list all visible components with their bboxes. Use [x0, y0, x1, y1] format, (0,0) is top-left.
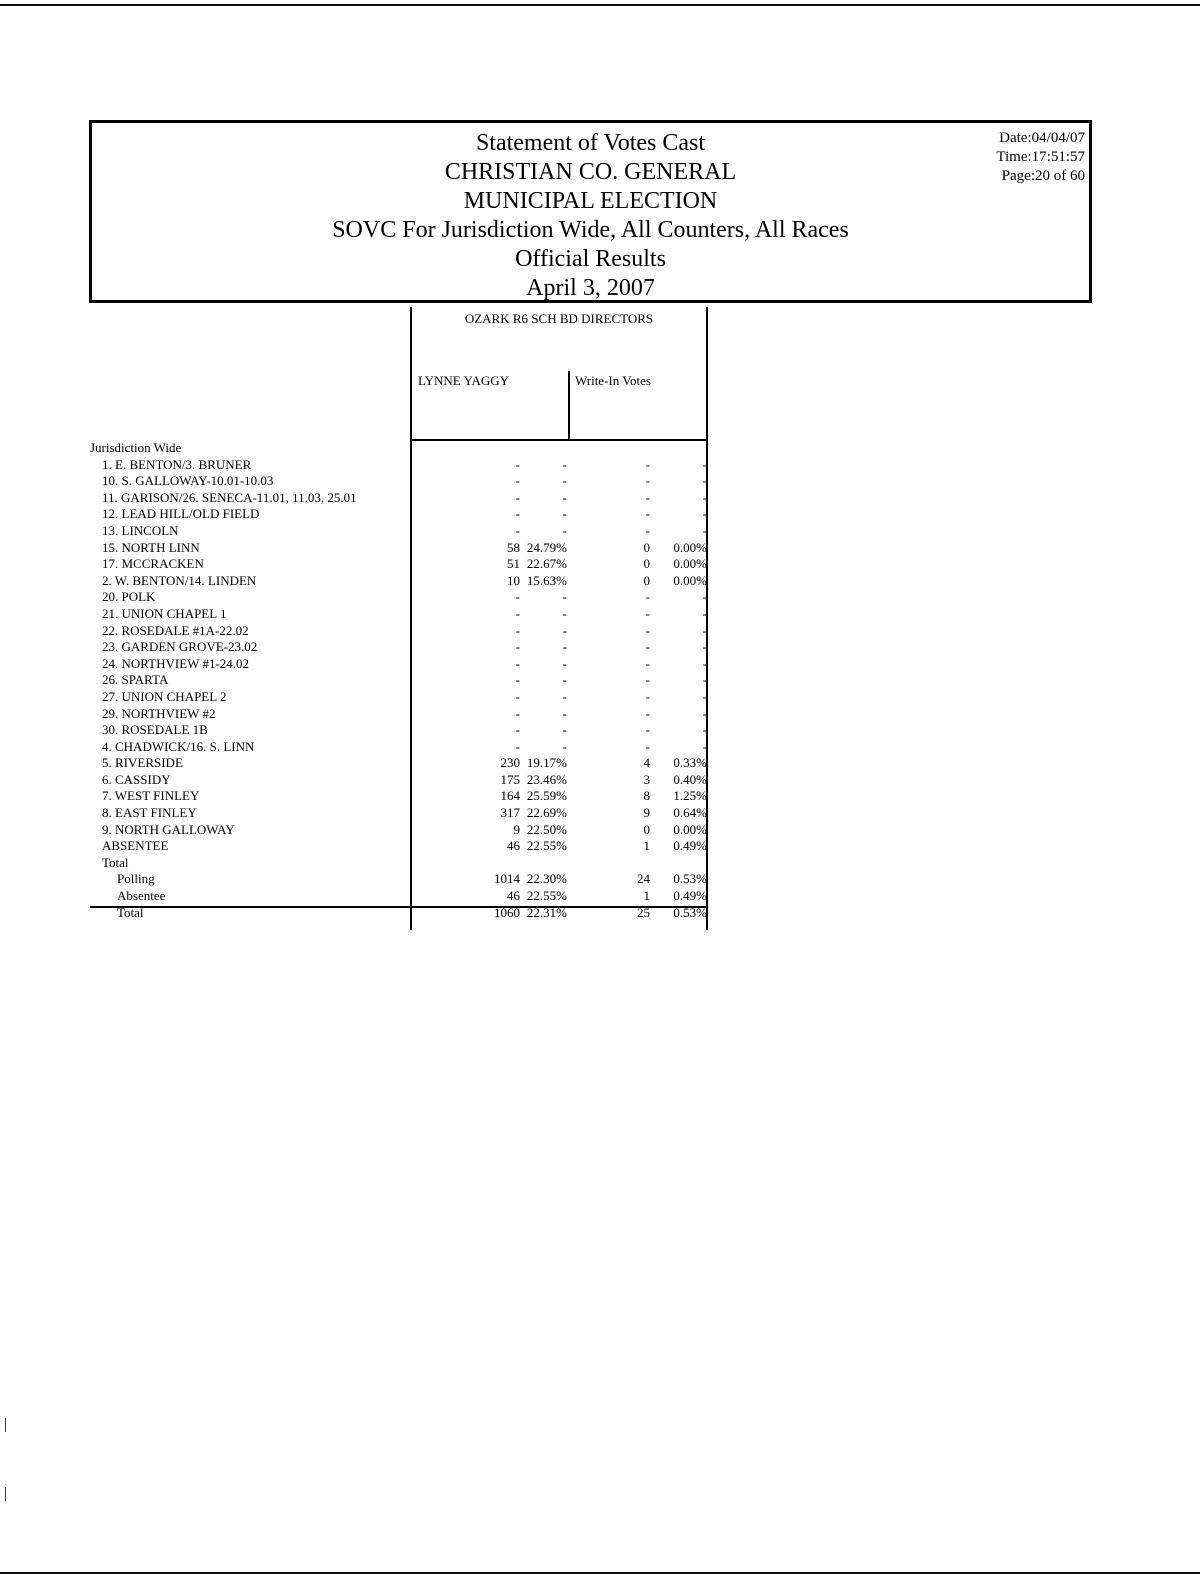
writein-percent: 0.40% [673, 771, 707, 787]
title-line: Official Results [515, 246, 666, 272]
precinct-label: 10. S. GALLOWAY-10.01-10.03 [102, 473, 274, 489]
table-row [90, 473, 710, 490]
title-line: CHRISTIAN CO. GENERAL [444, 159, 737, 185]
report-meta [996, 129, 1085, 186]
table-row [90, 589, 710, 606]
candidate-votes: 317 [500, 805, 520, 821]
table-row [90, 490, 710, 507]
precinct-label: 30. ROSEDALE 1B [102, 722, 208, 738]
candidate-votes: - [515, 722, 520, 738]
section-heading [90, 440, 710, 457]
column-divider [568, 371, 570, 441]
candidate-percent: 23.46% [526, 771, 567, 787]
precinct-label: 26. SPARTA [102, 672, 169, 688]
total-label: Total [102, 854, 129, 870]
writein-votes: 24 [637, 871, 650, 887]
candidate-percent: 22.55% [526, 888, 567, 904]
table-row [90, 639, 710, 656]
column-divider [410, 307, 412, 441]
candidate-votes: 10 [507, 572, 520, 588]
writein-percent: 0.53% [673, 871, 707, 887]
writein-percent: - [702, 489, 707, 505]
writein-votes: 0 [643, 572, 650, 588]
writein-votes: - [645, 672, 650, 688]
writein-percent: - [702, 688, 707, 704]
writein-votes: 1 [643, 838, 650, 854]
candidate-votes: - [515, 672, 520, 688]
candidate-votes: 164 [500, 788, 520, 804]
race-header [410, 307, 708, 441]
candidate-percent: - [562, 522, 567, 538]
candidate-percent: - [562, 489, 567, 505]
precinct-label: 21. UNION CHAPEL 1 [102, 605, 227, 621]
table-row [90, 822, 710, 839]
candidate-percent: - [562, 738, 567, 754]
candidate-name: LYNNE YAGGY [418, 373, 510, 388]
writein-votes: 1 [643, 888, 650, 904]
writein-votes: - [645, 456, 650, 472]
writein-percent: - [702, 672, 707, 688]
total-heading [90, 855, 710, 872]
candidate-votes: 46 [507, 838, 520, 854]
candidate-votes: - [515, 738, 520, 754]
candidate-percent: 22.67% [526, 556, 567, 572]
writein-votes: 25 [637, 904, 650, 920]
candidate-votes: 51 [507, 556, 520, 572]
candidate-percent: - [562, 639, 567, 655]
table-row [90, 623, 710, 640]
candidate-votes: - [515, 456, 520, 472]
candidate-votes: - [515, 688, 520, 704]
report-page: Page:20 of 60 [1001, 168, 1085, 184]
candidate-percent: - [562, 722, 567, 738]
precinct-label: 24. NORTHVIEW #1-24.02 [102, 655, 250, 671]
report-header [89, 120, 1092, 303]
writein-percent: 0.64% [673, 805, 707, 821]
writein-percent: - [702, 639, 707, 655]
candidate-votes: 46 [507, 888, 520, 904]
candidate-votes: 230 [500, 755, 520, 771]
precinct-label: Total [117, 904, 144, 920]
table-row [90, 706, 710, 723]
writein-percent: 0.00% [673, 556, 707, 572]
writein-votes: - [645, 705, 650, 721]
writein-percent: 0.49% [673, 838, 707, 854]
table-row [90, 540, 710, 557]
candidate-percent: - [562, 688, 567, 704]
candidate-votes: - [515, 589, 520, 605]
table-row [90, 573, 710, 590]
candidate-percent: - [562, 705, 567, 721]
candidate-percent: 25.59% [526, 788, 567, 804]
writein-percent: - [702, 605, 707, 621]
title-line: SOVC For Jurisdiction Wide, All Counters, All Races [332, 217, 849, 243]
scan-edge-top [0, 4, 1200, 6]
candidate-percent: - [562, 456, 567, 472]
table-row [90, 722, 710, 739]
table-row [90, 556, 710, 573]
table-row [90, 805, 710, 822]
writein-votes: 0 [643, 821, 650, 837]
precinct-label: 4. CHADWICK/16. S. LINN [102, 738, 255, 754]
candidate-votes: 1060 [494, 904, 520, 920]
candidate-percent: 22.50% [526, 821, 567, 837]
precinct-label: 9. NORTH GALLOWAY [102, 821, 235, 837]
candidate-votes: 175 [500, 771, 520, 787]
writein-percent: - [702, 622, 707, 638]
precinct-label: 29. NORTHVIEW #2 [102, 705, 216, 721]
precinct-label: 23. GARDEN GROVE-23.02 [102, 639, 258, 655]
candidate-percent: 24.79% [526, 539, 567, 555]
writein-votes: - [645, 655, 650, 671]
writein-votes: 4 [643, 755, 650, 771]
candidate-votes: 58 [507, 539, 520, 555]
table-row [90, 606, 710, 623]
table-row [90, 689, 710, 706]
subtotal-row [90, 871, 710, 888]
precinct-label: 15. NORTH LINN [102, 539, 200, 555]
candidate-percent: - [562, 605, 567, 621]
precinct-label: 22. ROSEDALE #1A-22.02 [102, 622, 249, 638]
writein-percent: 0.53% [673, 904, 707, 920]
candidate-votes: - [515, 705, 520, 721]
candidate-votes: - [515, 473, 520, 489]
candidate-percent: - [562, 473, 567, 489]
precinct-label: 11. GARISON/26. SENECA-11.01, 11.03, 25.01 [102, 489, 357, 505]
grand-total-row [90, 905, 710, 922]
writein-votes: 3 [643, 771, 650, 787]
writein-percent: - [702, 705, 707, 721]
candidate-percent: 22.31% [526, 904, 567, 920]
precinct-label: 27. UNION CHAPEL 2 [102, 688, 227, 704]
writein-votes: 0 [643, 539, 650, 555]
title-line: Statement of Votes Cast [475, 130, 706, 156]
title-line: MUNICIPAL ELECTION [463, 188, 718, 214]
precinct-label: Absentee [117, 888, 166, 904]
writein-percent: - [702, 738, 707, 754]
table-row [90, 838, 710, 855]
precinct-label: 20. POLK [102, 589, 156, 605]
report-time: Time:17:51:57 [996, 149, 1085, 165]
writein-percent: - [702, 473, 707, 489]
writein-votes: - [645, 473, 650, 489]
candidate-percent: - [562, 655, 567, 671]
precinct-label: ABSENTEE [102, 838, 169, 854]
candidate-percent: - [562, 672, 567, 688]
writein-percent: - [702, 655, 707, 671]
candidate-votes: - [515, 639, 520, 655]
precinct-label: Polling [117, 871, 155, 887]
writein-votes: - [645, 722, 650, 738]
precinct-label: 13. LINCOLN [102, 522, 179, 538]
candidate-votes: - [515, 489, 520, 505]
writein-votes: - [645, 489, 650, 505]
precinct-label: 6. CASSIDY [102, 771, 171, 787]
table-row [90, 672, 710, 689]
candidate-votes: 9 [513, 821, 520, 837]
writein-votes: 9 [643, 805, 650, 821]
writein-percent: 0.49% [673, 888, 707, 904]
writein-percent: - [702, 522, 707, 538]
precinct-label: 1. E. BENTON/3. BRUNER [102, 456, 252, 472]
candidate-votes: - [515, 506, 520, 522]
precinct-label: 17. MCCRACKEN [102, 556, 204, 572]
scan-edge-bottom [0, 1572, 1200, 1574]
writein-percent: - [702, 589, 707, 605]
table-row [90, 506, 710, 523]
candidate-percent: - [562, 622, 567, 638]
writein-votes: - [645, 589, 650, 605]
writein-votes: - [645, 738, 650, 754]
writein-votes: - [645, 622, 650, 638]
writein-percent: 0.00% [673, 821, 707, 837]
writein-percent: 0.00% [673, 572, 707, 588]
precinct-label: 7. WEST FINLEY [102, 788, 200, 804]
candidate-name: Write-In Votes [575, 373, 651, 388]
precinct-label: 8. EAST FINLEY [102, 805, 197, 821]
precinct-label: 12. LEAD HILL/OLD FIELD [102, 506, 260, 522]
candidate-percent: 22.30% [526, 871, 567, 887]
table-row [90, 755, 710, 772]
report-date: Date:04/04/07 [999, 130, 1085, 146]
writein-percent: - [702, 722, 707, 738]
writein-percent: 0.33% [673, 755, 707, 771]
writein-percent: 0.00% [673, 539, 707, 555]
scan-mark [5, 1487, 6, 1501]
writein-votes: - [645, 522, 650, 538]
candidate-percent: 22.55% [526, 838, 567, 854]
table-row [90, 739, 710, 756]
precinct-label: 5. RIVERSIDE [102, 755, 183, 771]
subtotal-row [90, 888, 710, 905]
writein-votes: - [645, 605, 650, 621]
title-line: April 3, 2007 [526, 275, 655, 301]
candidate-percent: 19.17% [526, 755, 567, 771]
column-divider [706, 307, 708, 441]
candidate-votes: - [515, 605, 520, 621]
scan-mark [5, 1418, 6, 1432]
results-table [90, 440, 710, 921]
writein-votes: 8 [643, 788, 650, 804]
candidate-votes: - [515, 655, 520, 671]
report-title [92, 129, 1089, 303]
candidate-votes: - [515, 522, 520, 538]
precinct-label: 2. W. BENTON/14. LINDEN [102, 572, 257, 588]
writein-votes: 0 [643, 556, 650, 572]
writein-votes: - [645, 506, 650, 522]
candidate-percent: 22.69% [526, 805, 567, 821]
writein-percent: 1.25% [673, 788, 707, 804]
table-row [90, 656, 710, 673]
section-label: Jurisdiction Wide [90, 440, 182, 455]
writein-votes: - [645, 688, 650, 704]
table-row [90, 788, 710, 805]
candidate-percent: - [562, 589, 567, 605]
writein-percent: - [702, 456, 707, 472]
candidate-votes: - [515, 622, 520, 638]
table-row [90, 457, 710, 474]
candidate-percent: 15.63% [526, 572, 567, 588]
writein-percent: - [702, 506, 707, 522]
race-title: OZARK R6 SCH BD DIRECTORS [464, 311, 654, 326]
table-row [90, 772, 710, 789]
candidate-percent: - [562, 506, 567, 522]
writein-votes: - [645, 639, 650, 655]
candidate-votes: 1014 [494, 871, 520, 887]
table-row [90, 523, 710, 540]
